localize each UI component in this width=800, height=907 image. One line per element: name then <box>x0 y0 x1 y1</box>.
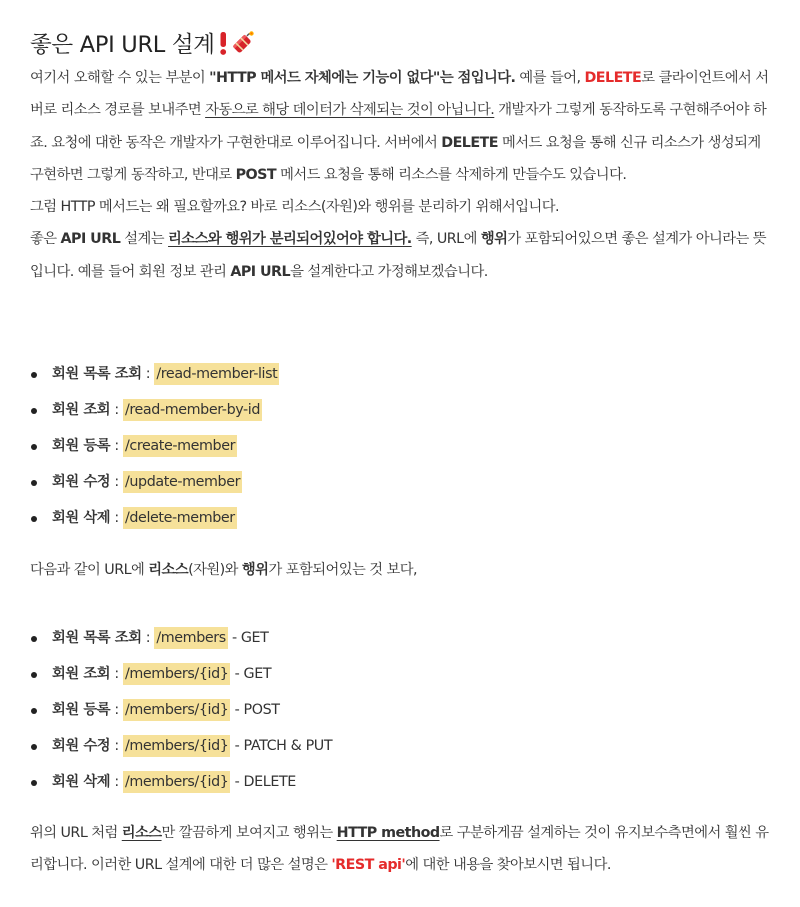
item-separator: : <box>110 774 123 790</box>
paragraph-3 <box>30 223 772 288</box>
item-label: 회원 등록 <box>52 438 111 454</box>
http-method: - POST <box>230 702 280 718</box>
highlighted-url: /create-member <box>123 435 237 457</box>
bold-text: 리소스 <box>148 562 189 578</box>
http-method: - DELETE <box>230 774 296 790</box>
highlighted-url: /read-member-by-id <box>123 399 262 421</box>
highlighted-url: /update-member <box>123 471 242 493</box>
exclamation-icon <box>218 30 228 56</box>
item-separator: : <box>141 630 155 646</box>
good-url-list <box>30 620 772 800</box>
list-item <box>30 428 772 464</box>
paragraph-1 <box>30 62 772 191</box>
bold-text: 행위 <box>480 231 508 248</box>
underlined-text: 자동으로 해당 데이터가 삭제되는 것이 아닙니다. <box>205 102 495 119</box>
item-label: 회원 삭제 <box>52 510 111 526</box>
text-span: 가 포함되어있으면 좋은 설계가 아니라는 뜻입니다. 예를 들어 회원 정보 관리 <box>30 231 767 280</box>
item-separator: : <box>110 738 123 754</box>
highlighted-url: /members <box>154 627 227 649</box>
section-title-text: 좋은 API URL 설계 <box>30 31 215 58</box>
text-span: 메서드 요청을 통해 리소스를 삭제하게 만들수도 있습니다. <box>276 166 627 183</box>
text-span: 메서드 요청을 통해 신규 리소스가 생성되게 구현하면 그렇게 동작하고, 반대로 <box>30 134 761 183</box>
item-label: 회원 목록 조회 <box>52 366 142 382</box>
item-label: 회원 목록 조회 <box>52 630 142 646</box>
text-span: 만 깔끔하게 보여지고 행위는 <box>161 825 337 841</box>
text-span: 다음과 같이 URL에 <box>30 562 149 578</box>
bold-text: API URL <box>230 263 291 280</box>
item-label: 회원 수정 <box>52 474 111 490</box>
bold-text: API URL <box>60 231 121 248</box>
item-separator: : <box>141 366 155 382</box>
http-method: - GET <box>227 630 269 646</box>
text-span: 좋은 <box>30 231 61 248</box>
list-item <box>30 356 772 392</box>
bold-text: 행위 <box>241 562 269 578</box>
bad-url-list <box>30 356 772 536</box>
item-separator: : <box>110 402 123 418</box>
item-separator: : <box>110 702 123 718</box>
http-method: - GET <box>230 666 272 682</box>
highlighted-url: /members/{id} <box>123 771 231 793</box>
text-span: 개발자가 그렇게 동작하도록 구현해주어야 하죠. 요청에 대한 동작은 개발자가 구현한대로 이루어집니다. 서버에서 <box>30 102 767 151</box>
list-item <box>30 764 772 800</box>
item-separator: : <box>110 666 123 682</box>
list-item <box>30 500 772 536</box>
paragraph-2: 그럼 HTTP 메서드는 왜 필요할까요? 바로 리소스(자원)와 행위를 분리하기 위해서입니다. <box>30 199 560 216</box>
item-separator: : <box>110 510 123 526</box>
text-span: 가 포함되어있는 것 보다, <box>268 562 418 578</box>
list-item <box>30 620 772 656</box>
http-method: - PATCH & PUT <box>230 738 333 754</box>
list-item <box>30 692 772 728</box>
bold-text: "HTTP 메서드 자체에는 기능이 없다"는 점입니다. <box>209 70 516 86</box>
item-separator: : <box>110 474 123 490</box>
bold-text: POST <box>235 166 277 183</box>
middle-paragraph <box>30 554 772 586</box>
highlighted-url: /members/{id} <box>123 663 231 685</box>
text-span: 설계는 <box>120 231 169 248</box>
text-span: 을 설계한다고 가정해보겠습니다. <box>290 263 488 280</box>
text-span: 여기서 오해할 수 있는 부분이 <box>30 70 210 86</box>
section-title <box>30 27 256 59</box>
text-span: 즉, URL에 <box>411 231 481 248</box>
firecracker-icon <box>228 29 256 57</box>
red-keyword: 'REST api' <box>331 857 406 874</box>
item-separator: : <box>110 438 123 454</box>
intro-paragraphs <box>30 62 772 288</box>
text-span: (자원)와 <box>188 562 242 578</box>
text-span: 로 클라이언트에서 서버로 리소스 경로를 보내주면 <box>30 70 769 119</box>
item-label: 회원 등록 <box>52 702 111 718</box>
item-label: 회원 조회 <box>52 402 111 418</box>
highlighted-url: /read-member-list <box>154 363 279 385</box>
highlighted-url: /members/{id} <box>123 699 231 721</box>
red-keyword: DELETE <box>584 70 642 86</box>
item-label: 회원 수정 <box>52 738 111 754</box>
highlighted-url: /members/{id} <box>123 735 231 757</box>
list-item <box>30 656 772 692</box>
bold-underlined-text: 리소스 <box>121 825 162 841</box>
closing-paragraph <box>30 817 772 882</box>
bold-underlined-text: HTTP method <box>336 825 440 841</box>
list-item <box>30 728 772 764</box>
bold-underlined-text: 리소스와 행위가 분리되어있어야 합니다. <box>168 231 412 248</box>
item-label: 회원 삭제 <box>52 774 111 790</box>
text-span: 위의 URL 처럼 <box>30 825 122 841</box>
list-item <box>30 464 772 500</box>
item-label: 회원 조회 <box>52 666 111 682</box>
highlighted-url: /delete-member <box>123 507 237 529</box>
text-span: 에 대한 내용을 찾아보시면 됩니다. <box>405 857 611 874</box>
bold-text: DELETE <box>441 134 498 151</box>
list-item <box>30 392 772 428</box>
text-span: 로 구분하게끔 설계하는 것이 유지보수측면에서 훨씬 유리합니다. 이러한 URL 설계에 대한 더 많은 설명은 <box>30 825 769 874</box>
text-span: 예를 들어, <box>515 70 585 86</box>
